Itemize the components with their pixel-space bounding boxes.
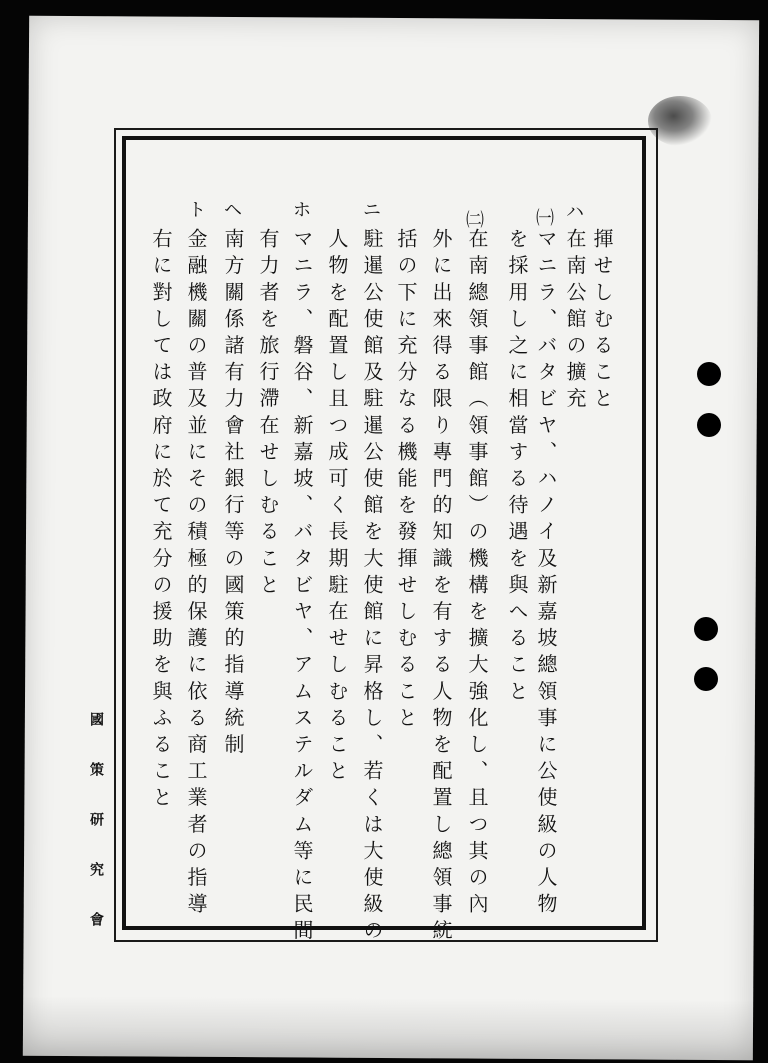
item-marker-he: ヘ bbox=[224, 200, 242, 221]
item-marker-ho: ホ bbox=[293, 200, 311, 221]
text-column-14: 右に對しては政府に於て充分の援助を與ふること bbox=[149, 228, 173, 814]
text-column-12: 南方關係諸有力會社銀行等の國策的指導統制 bbox=[221, 228, 245, 760]
binder-hole-4 bbox=[694, 667, 718, 691]
binder-hole-1 bbox=[697, 362, 721, 386]
footer-organization: 國策研究會 bbox=[88, 712, 104, 962]
binder-hole-2 bbox=[697, 413, 721, 437]
text-column-5: 在南總領事館（領事館）の機構を擴大強化し、且つ其の內 bbox=[465, 228, 489, 920]
text-column-13: 金融機關の普及並にその積極的保護に依る商工業者の指導 bbox=[184, 228, 208, 920]
text-column-9: 人物を配置し且つ成可く長期駐在せしむること bbox=[325, 228, 349, 787]
item-marker-to: ト bbox=[188, 200, 206, 221]
binder-hole-3 bbox=[694, 617, 718, 641]
page-edge-shadow bbox=[23, 996, 753, 1060]
text-column-6: 外に出來得る限り專門的知識を有する人物を配置し總領事統 bbox=[429, 228, 453, 947]
item-marker-ha: ハ bbox=[566, 202, 584, 223]
text-column-2: 在南公館の擴充 bbox=[563, 228, 587, 415]
text-column-11: 有力者を旅行滯在せしむること bbox=[256, 228, 280, 601]
text-column-1: 揮せしむること bbox=[590, 228, 614, 415]
text-column-8: 駐暹公使館及駐暹公使館を大使館に昇格し、若くは大使級の bbox=[360, 228, 384, 947]
item-marker-ni: ニ bbox=[363, 200, 381, 221]
item-marker-1: ㈠ bbox=[536, 208, 554, 229]
text-column-10: マニラ、磐谷、新嘉坡、バタビヤ、アムステルダム等に民間 bbox=[290, 228, 314, 947]
text-column-3: マニラ、バタビヤ、ハノイ及新嘉坡總領事に公使級の人物 bbox=[534, 228, 558, 920]
text-column-4: を採用し之に相當する待遇を與へること bbox=[505, 228, 529, 707]
text-column-7: 括の下に充分なる機能を發揮せしむること bbox=[394, 228, 418, 734]
item-marker-2: ㈡ bbox=[466, 210, 484, 231]
